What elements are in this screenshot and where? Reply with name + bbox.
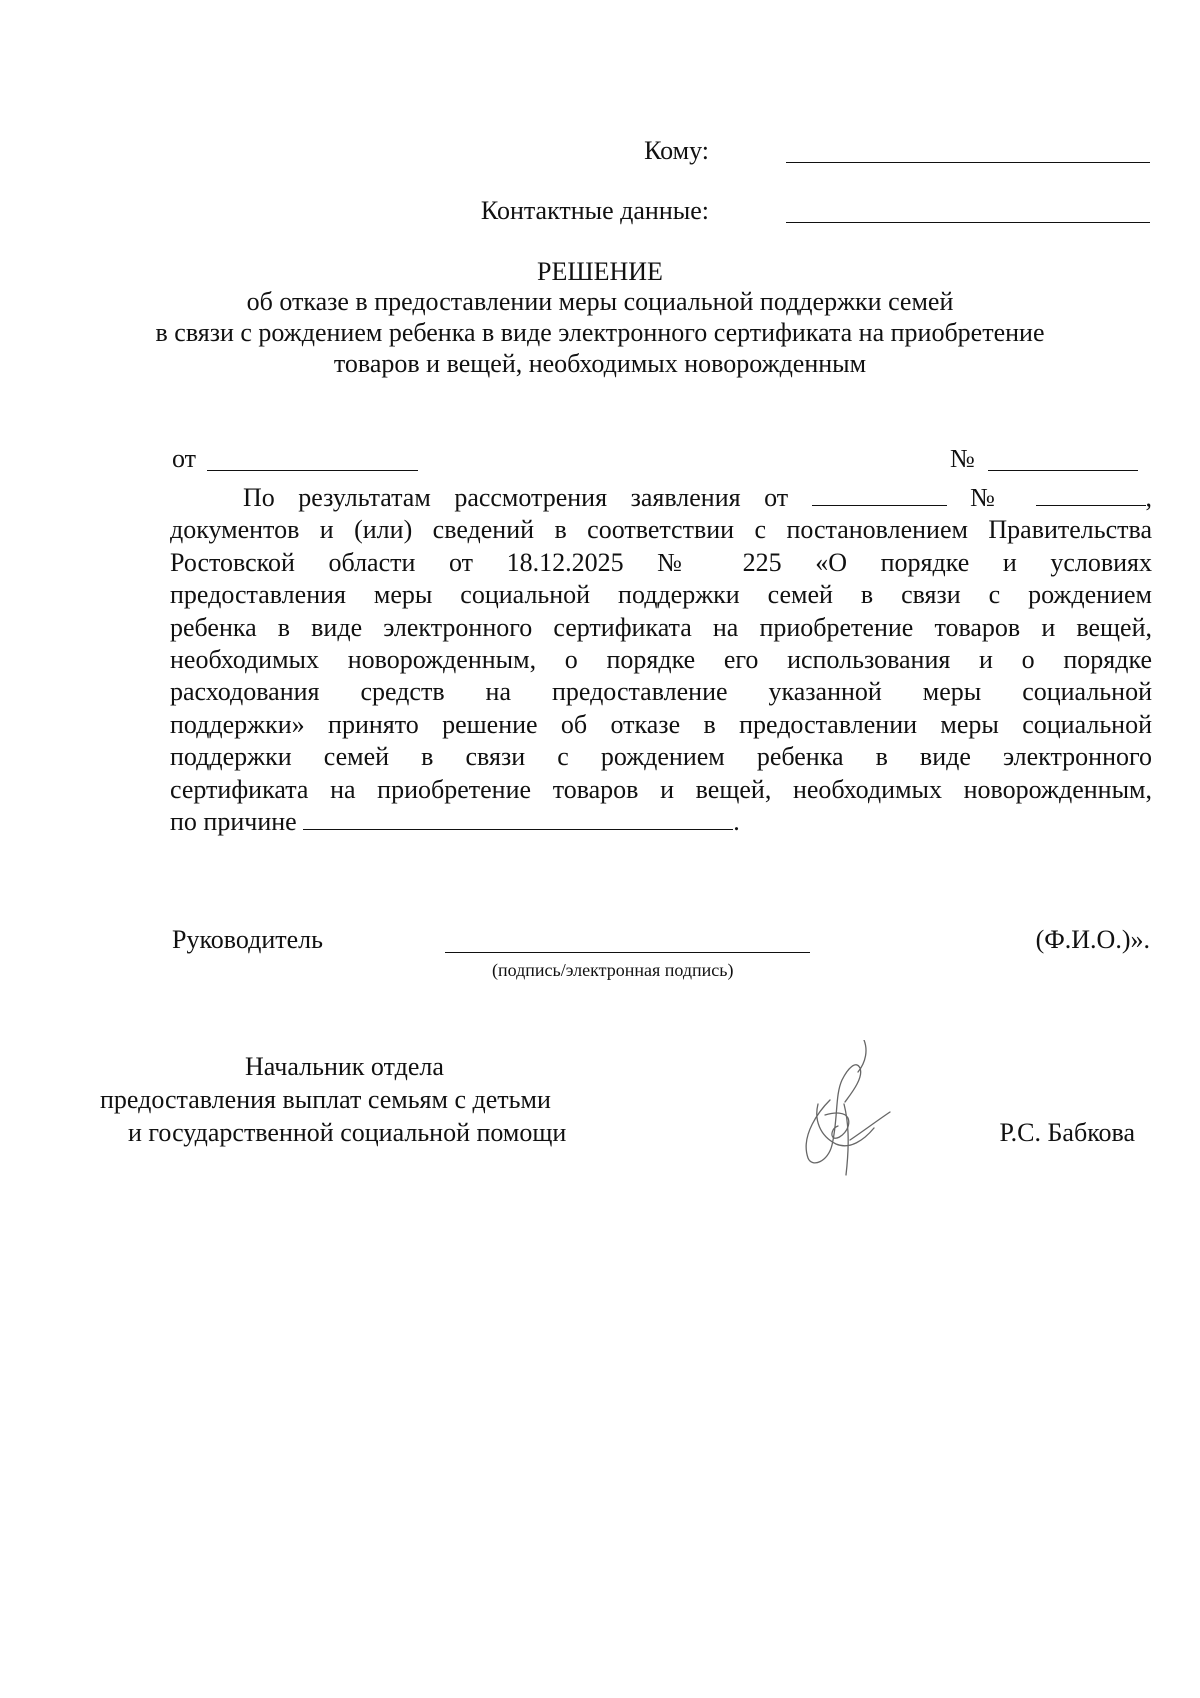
head-signature-line[interactable]	[445, 952, 810, 953]
official-position-line-3: и государственной социальной помощи	[128, 1118, 567, 1147]
official-position-line-1: Начальник отдела	[245, 1052, 444, 1081]
refusal-reason-field[interactable]	[303, 807, 733, 830]
date-from-label: от	[172, 444, 197, 473]
body-line-10: сертификата на приобретение товаров и вещей, необходимых новорожденным,	[170, 774, 1152, 804]
body-line-7: расходования средств на предоставление указанной меры социальной	[170, 677, 1152, 707]
to-label: Кому:	[644, 136, 709, 165]
handwritten-signature	[790, 1040, 900, 1180]
contacts-label: Контактные данные:	[480, 196, 709, 225]
body-line-3: Ростовской области от 18.12.2025 № 225 «О порядке и условиях	[170, 547, 1152, 577]
document-subtitle-line-2: в связи с рождением ребенка в виде электронного сертификата на приобретение	[155, 318, 1045, 347]
signature-caption: (подпись/электронная подпись)	[492, 960, 734, 980]
official-position-line-2: предоставления выплат семьям с детьми	[100, 1085, 551, 1114]
number-label: №	[950, 444, 975, 473]
document-subtitle-line-3: товаров и вещей, необходимых новорожденным	[333, 349, 867, 378]
body-line-1: По результатам рассмотрения заявления от № ,	[243, 483, 1153, 512]
body-line-2: документов и (или) сведений в соответствии с постановлением Правительства	[170, 515, 1152, 545]
body-line-4: предоставления меры социальной поддержки семей в связи с рождением	[170, 580, 1152, 610]
to-field-line[interactable]	[786, 162, 1150, 163]
official-name: Р.С. Бабкова	[999, 1118, 1135, 1147]
body-line-11: по причине .	[170, 806, 740, 836]
application-date-field[interactable]	[812, 483, 947, 506]
body-paragraph	[170, 482, 1152, 838]
body-line-5: ребенка в виде электронного сертификата на приобретение товаров и вещей,	[170, 612, 1152, 642]
head-label: Руководитель	[172, 925, 323, 954]
body-line-6: необходимых новорожденным, о порядке его использования и о порядке	[170, 644, 1152, 674]
date-field-line[interactable]	[207, 470, 418, 471]
contacts-field-line[interactable]	[786, 222, 1150, 223]
number-field-line[interactable]	[988, 470, 1138, 471]
application-number-field[interactable]	[1036, 483, 1146, 506]
body-line-9: поддержки семей в связи с рождением ребенка в виде электронного	[170, 742, 1152, 772]
body-line-8: поддержки» принято решение об отказе в предоставлении меры социальной	[170, 709, 1152, 739]
fio-placeholder: (Ф.И.О.)».	[1035, 925, 1150, 954]
document-subtitle-line-1: об отказе в предоставлении меры социальной поддержки семей	[246, 287, 954, 316]
document-title: РЕШЕНИЕ	[537, 257, 663, 286]
